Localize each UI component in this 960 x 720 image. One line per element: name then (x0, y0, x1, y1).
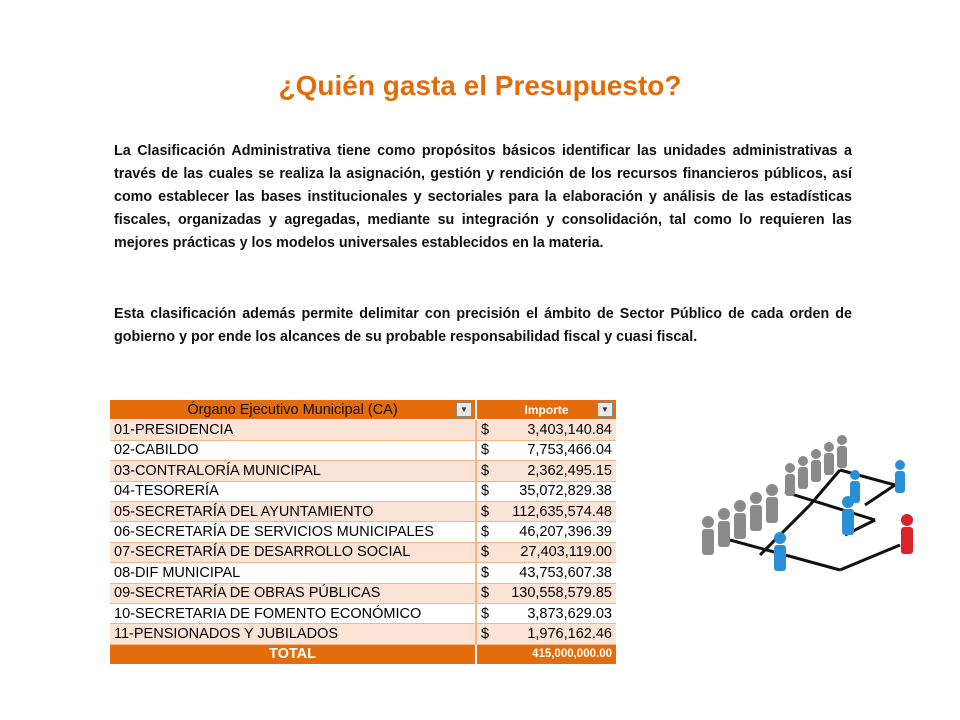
row-amount-cell (476, 542, 616, 562)
table-row (110, 501, 616, 521)
row-label: 09-SECRETARÍA DE OBRAS PÚBLICAS (110, 583, 476, 603)
total-label: TOTAL (110, 644, 476, 664)
row-amount: 112,635,574.48 (512, 503, 612, 520)
row-label: 11-PENSIONADOS Y JUBILADOS (110, 624, 476, 644)
header-organo-label: Órgano Ejecutivo Municipal (CA) (187, 401, 398, 418)
currency-symbol: $ (481, 503, 490, 520)
row-amount-cell (476, 624, 616, 644)
paragraph-scope: Esta clasificación además permite delimitar con precisión el ámbito de Sector Público de cada orden de gobierno y por ende los alcances de su probable responsabilidad fiscal y cuasi fiscal. (114, 306, 852, 345)
header-importe (476, 400, 616, 420)
header-importe-label: Importe (524, 402, 569, 417)
page-title: ¿Quién gasta el Presupuesto? (278, 70, 682, 101)
row-label: 01-PRESIDENCIA (110, 420, 476, 440)
table-row (110, 542, 616, 562)
row-amount: 43,753,607.38 (519, 564, 612, 581)
row-amount: 7,753,466.04 (527, 442, 612, 459)
row-label: 10-SECRETARIA DE FOMENTO ECONÓMICO (110, 603, 476, 623)
table-row (110, 522, 616, 542)
row-amount-cell (476, 522, 616, 542)
row-amount: 27,403,119.00 (520, 544, 612, 561)
row-amount-cell (476, 420, 616, 440)
table-row (110, 563, 616, 583)
currency-symbol: $ (481, 564, 490, 581)
row-label: 07-SECRETARÍA DE DESARROLLO SOCIAL (110, 542, 476, 562)
currency-symbol: $ (481, 422, 490, 439)
filter-dropdown-icon[interactable]: ▼ (597, 402, 613, 417)
row-amount: 1,976,162.46 (527, 625, 612, 642)
row-label: 05-SECRETARÍA DEL AYUNTAMIENTO (110, 501, 476, 521)
row-amount: 2,362,495.15 (527, 462, 612, 479)
table-row (110, 420, 616, 440)
row-amount: 35,072,829.38 (519, 483, 612, 500)
row-amount: 130,558,579.85 (511, 585, 612, 602)
row-label: 08-DIF MUNICIPAL (110, 563, 476, 583)
person-figures (702, 435, 913, 571)
table-row (110, 603, 616, 623)
table-row (110, 440, 616, 460)
currency-symbol: $ (481, 585, 490, 602)
row-label: 03-CONTRALORÍA MUNICIPAL (110, 461, 476, 481)
row-amount-cell (476, 440, 616, 460)
currency-symbol: $ (481, 442, 490, 459)
currency-symbol: $ (481, 483, 490, 500)
row-amount-cell (476, 501, 616, 521)
currency-symbol: $ (481, 605, 490, 622)
table-row (110, 583, 616, 603)
row-amount-cell (476, 481, 616, 501)
row-label: 06-SECRETARÍA DE SERVICIOS MUNICIPALES (110, 522, 476, 542)
row-amount: 3,873,629.03 (527, 605, 612, 622)
row-amount-cell (476, 583, 616, 603)
paragraph-classification: La Clasificación Administrativa tiene como propósitos básicos identificar las unidades administrativas a través de las cuales se realiza la asignación, gestión y rendición de los recursos financieros públicos, así como establecer las bases institucionales y sectoriales para la elaboración y análisis de las estadísticas fiscales, organizadas y agregadas, mediante su integración y consolidación, tal como lo requieren las mejores prácticas y los modelos universales establecidos en la materia. (114, 143, 852, 251)
row-amount: 3,403,140.84 (527, 422, 612, 439)
currency-symbol: $ (481, 625, 490, 642)
budget-table (110, 400, 616, 664)
table-row (110, 481, 616, 501)
header-organo (110, 400, 476, 420)
row-amount-cell (476, 563, 616, 583)
total-row (110, 644, 616, 664)
row-label: 02-CABILDO (110, 440, 476, 460)
row-amount: 46,207,396.39 (519, 524, 612, 541)
row-amount-cell (476, 461, 616, 481)
currency-symbol: $ (481, 524, 490, 541)
table-row (110, 624, 616, 644)
table-row (110, 461, 616, 481)
row-label: 04-TESORERÍA (110, 481, 476, 501)
total-value: 415,000,000.00 (476, 644, 616, 664)
table-header-row (110, 400, 616, 420)
row-amount-cell (476, 603, 616, 623)
currency-symbol: $ (481, 544, 490, 561)
org-chart-illustration (690, 410, 935, 595)
filter-dropdown-icon[interactable]: ▼ (456, 402, 472, 417)
currency-symbol: $ (481, 462, 490, 479)
